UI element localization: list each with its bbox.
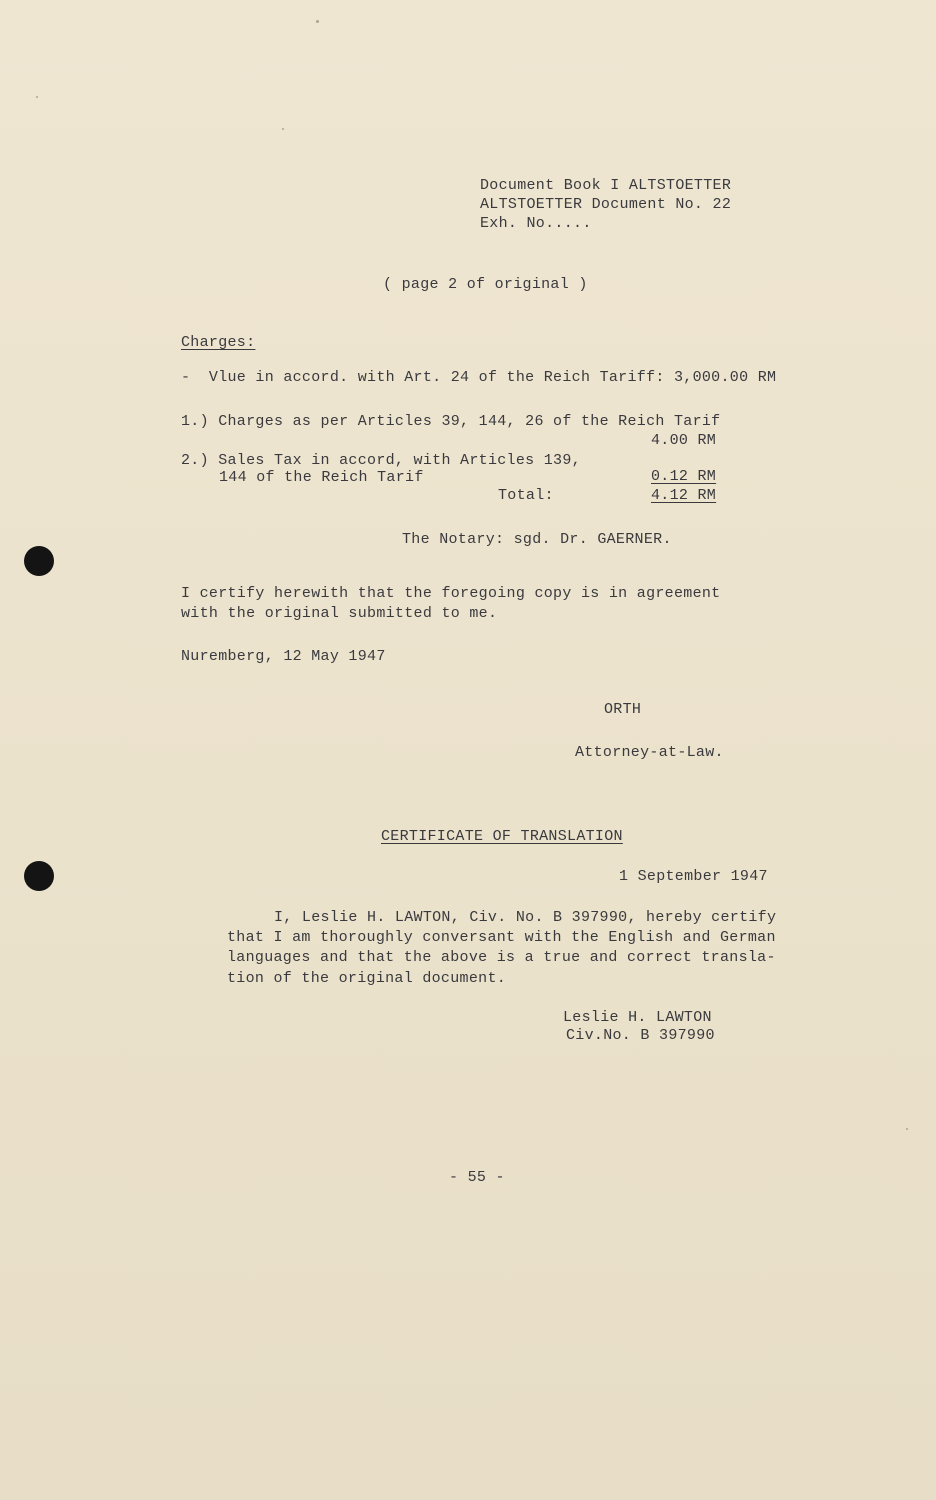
paper-speck xyxy=(906,1128,908,1130)
paper-speck xyxy=(282,128,284,130)
signer-title: Attorney-at-Law. xyxy=(575,744,724,761)
signer-name: ORTH xyxy=(604,701,642,718)
charges-item-2-amount: 0.12 RM xyxy=(651,468,717,485)
charges-item-1: 1.) Charges as per Articles 39, 144, 26 of the Reich Tarif xyxy=(181,413,721,430)
header-exhibit-number: Exh. No..... xyxy=(480,215,592,232)
charges-total-amount: 4.12 RM xyxy=(651,487,717,504)
translation-statement-line-4: tion of the original document. xyxy=(227,970,507,987)
page-number: - 55 - xyxy=(449,1169,505,1186)
paper-speck xyxy=(36,96,38,98)
notary-signature-line: The Notary: sgd. Dr. GAERNER. xyxy=(402,531,672,548)
punch-hole-top xyxy=(24,546,54,576)
charges-value-line: - Vlue in accord. with Art. 24 of the Reich Tariff: 3,000.00 RM xyxy=(181,369,777,386)
charges-item-2-continued: 144 of the Reich Tarif xyxy=(219,469,424,486)
certification-line-2: with the original submitted to me. xyxy=(181,605,498,622)
place-and-date: Nuremberg, 12 May 1947 xyxy=(181,648,386,665)
translation-certificate-heading: CERTIFICATE OF TRANSLATION xyxy=(381,828,623,845)
paper-speck xyxy=(316,20,319,23)
page-of-original-note: ( page 2 of original ) xyxy=(383,276,588,293)
charges-heading: Charges: xyxy=(181,334,256,351)
charges-item-2: 2.) Sales Tax in accord, with Articles 139, xyxy=(181,452,581,469)
translation-statement-line-3: languages and that the above is a true and correct transla- xyxy=(227,949,776,966)
translator-civ-number: Civ.No. B 397990 xyxy=(566,1027,715,1044)
charges-item-1-amount: 4.00 RM xyxy=(651,432,717,449)
translation-date: 1 September 1947 xyxy=(619,868,768,885)
header-document-book: Document Book I ALTSTOETTER xyxy=(480,177,732,194)
translator-name: Leslie H. LAWTON xyxy=(563,1009,712,1026)
charges-total-label: Total: xyxy=(498,487,554,504)
translation-statement-line-2: that I am thoroughly conversant with the English and German xyxy=(227,929,776,946)
header-document-number: ALTSTOETTER Document No. 22 xyxy=(480,196,732,213)
certification-line-1: I certify herewith that the foregoing copy is in agreement xyxy=(181,585,721,602)
punch-hole-bottom xyxy=(24,861,54,891)
translation-statement-line-1: I, Leslie H. LAWTON, Civ. No. B 397990, hereby certify xyxy=(274,909,777,926)
